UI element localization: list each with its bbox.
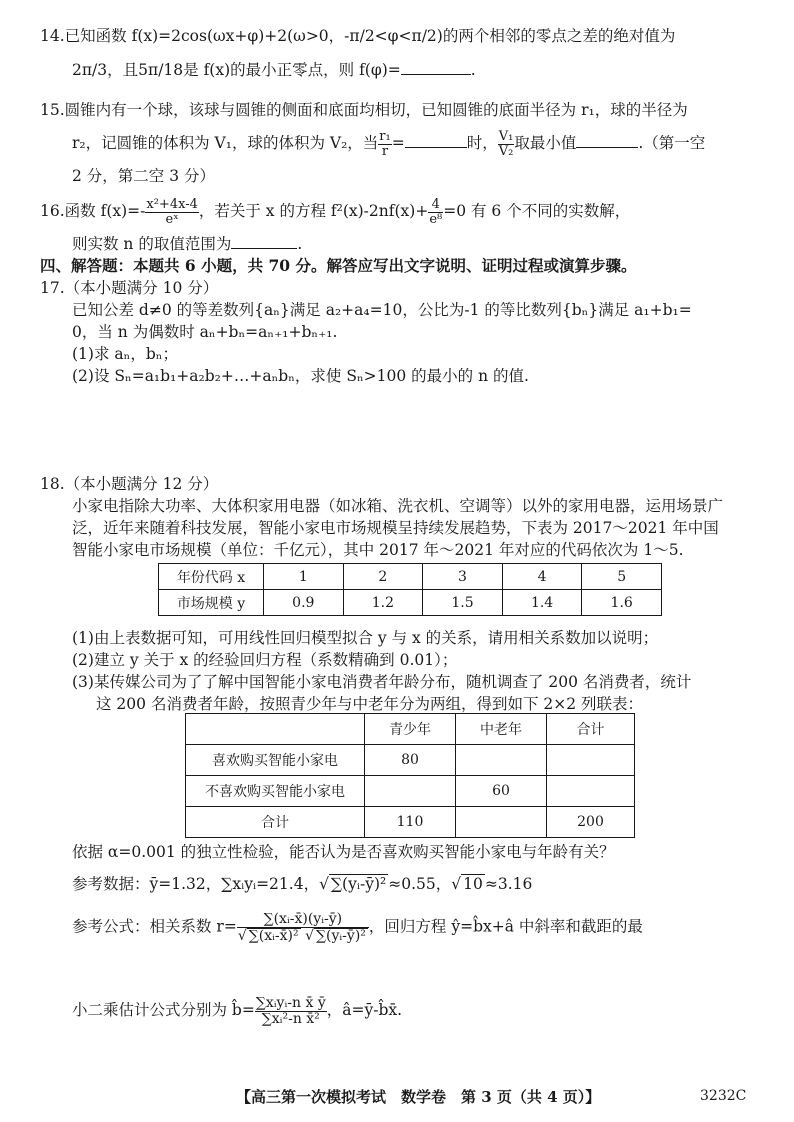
q18-part1: (1)由上表数据可知，可用线性回归模型拟合 y 与 x 的关系，请用相关系数加以说明； — [72, 629, 659, 647]
q17-part1: (1)求 aₙ，bₙ； — [72, 345, 178, 363]
q18-part2: (2)建立 y 关于 x 的经验回归方程（系数精确到 0.01）； — [72, 651, 458, 669]
table-cell — [547, 776, 635, 807]
table-cell: 青少年 — [365, 714, 456, 745]
section-4-title: 四、解答题：本题共 6 小题，共 70 分。解答应写出文字说明、证明过程或演算步骤。 — [40, 256, 637, 275]
q14-frac: 5π/18 — [138, 61, 184, 79]
table-cell: 中老年 — [456, 714, 547, 745]
q18-part3b: 这 200 名消费者年龄，按照青少年与中老年分为两组，得到如下 2×2 列联表： — [96, 695, 644, 713]
table-cell: 4 — [502, 564, 582, 590]
table-cell — [365, 776, 456, 807]
table-cell: 1 — [264, 564, 344, 590]
q15-line2: r₂，记圆锥的体积为 V₁，球的体积为 V₂，当 $\frac{\text{r₁}}{r}$ = 时， $\frac{\text{V₁}}{\text{V₂}}$ 取最小值 .（第一空 — [72, 129, 706, 159]
table-cell: 不喜欢购买智能小家电 — [186, 776, 365, 807]
q15-blank2[interactable] — [576, 146, 638, 148]
table-cell: 合计 — [547, 714, 635, 745]
q16-line1: 16.函数 f(x)=- $\frac{\text{x²+4x-4}}{\text{eˣ}}$ ，若关于 x 的方程 f²(x)-2nf(x)+ $\frac{4}{\text{e⁸}}$ =0 有 6 个不同的实数解， — [40, 197, 631, 227]
q18-line3: 智能小家电市场规模（单位：千亿元），其中 2017 年～2021 年对应的代码依次为 1～5. — [72, 541, 684, 559]
q16-line2: 则实数 n 的取值范围为 . — [72, 235, 303, 253]
table-cell — [456, 745, 547, 776]
q15-frac-r: $\frac{\text{r₁}}{r}$ — [379, 129, 391, 159]
q18-line1: 小家电指除大功率、大体积家用电器（如冰箱、洗衣机、空调等）以外的家用电器，运用场景广 — [72, 497, 724, 515]
paper-code: 3232C — [700, 1088, 747, 1104]
table-cell — [456, 807, 547, 838]
table-cell: 1.5 — [423, 590, 503, 616]
q16-frac-c: $\frac{4}{\text{e⁸}}$ — [429, 197, 443, 227]
q15-frac-v: $\frac{\text{V₁}}{\text{V₂}}$ — [498, 129, 514, 159]
q18-part3a: (3)某传媒公司为了了解中国智能小家电消费者年龄分布，随机调查了 200 名消费者，统计 — [72, 673, 692, 691]
q14-line1: 14.已知函数 f(x)=2cos(ωx+φ)+2(ω>0，-π/2<φ<π/2)的两个相邻的零点之差的绝对值为 — [40, 27, 676, 45]
table-cell: 合计 — [186, 807, 365, 838]
table-row — [186, 745, 635, 776]
table-cell: 0.9 — [264, 590, 344, 616]
table-cell: 喜欢购买智能小家电 — [186, 745, 365, 776]
table-cell: 110 — [365, 807, 456, 838]
q18-ref-data: 参考数据：ȳ=1.32，∑xᵢyᵢ=21.4，√ ∑(yᵢ-ȳ)² ≈0.55，√ 10 ≈3.16 — [72, 875, 533, 893]
table-row — [159, 590, 662, 616]
page-footer: 【高三第一次模拟考试 数学卷 第 3 页（共 4 页）】 — [236, 1088, 601, 1106]
table-row — [186, 776, 635, 807]
table-row — [186, 714, 635, 745]
table-cell — [547, 745, 635, 776]
contingency-table — [185, 713, 635, 838]
table-cell: 3 — [423, 564, 503, 590]
market-size-table — [158, 563, 662, 616]
table-cell: 市场规模 y — [159, 590, 264, 616]
table-cell: 5 — [582, 564, 662, 590]
q15-line3: 2 分，第二空 3 分） — [72, 167, 216, 185]
table-cell: 1.2 — [343, 590, 423, 616]
q18-formula-b: 小二乘估计公式分别为 b̂= $\frac{\text{∑xᵢyᵢ-n x̄ ȳ}}{\text{∑xᵢ²-n x̄²}}$ ，â=ȳ-b̂x̄. — [72, 995, 403, 1027]
q16-blank[interactable] — [231, 247, 297, 249]
q18-test: 依据 α=0.001 的独立性检验，能否认为是否喜欢购买智能小家电与年龄有关？ — [72, 843, 615, 861]
table-cell: 80 — [365, 745, 456, 776]
q18-line2: 泛，近年来随着科技发展，智能小家电市场规模呈持续发展趋势，下表为 2017～2021 年中国 — [72, 519, 719, 537]
q17-line2: 0，当 n 为偶数时 aₙ+bₙ=aₙ₊₁+bₙ₊₁. — [72, 323, 338, 341]
q17-line1: 已知公差 d≠0 的等差数列{aₙ}满足 a₂+a₄=10，公比为-1 的等比数列{bₙ}满足 a₁+b₁= — [72, 301, 692, 319]
q15-blank1[interactable] — [405, 146, 467, 148]
table-cell: 2 — [343, 564, 423, 590]
table-row — [186, 807, 635, 838]
table-cell — [186, 714, 365, 745]
q17-header: 17.（本小题满分 10 分） — [40, 279, 219, 297]
q14-line2: 2π/3，且5π/18是 f(x)的最小正零点，则 f(φ)= . — [72, 61, 476, 79]
table-cell: 60 — [456, 776, 547, 807]
table-cell: 1.6 — [582, 590, 662, 616]
table-cell: 年份代码 x — [159, 564, 264, 590]
q14-blank[interactable] — [401, 73, 471, 75]
correlation-formula: $\frac{\text{∑(xᵢ-x̄)(yᵢ-ȳ)}}{\text{√ ∑(xᵢ-x̄)² √ ∑(yᵢ-ȳ)²}}$ — [237, 912, 369, 943]
q18-formula-r: 参考公式：相关系数 r= $\frac{\text{∑(xᵢ-x̄)(yᵢ-ȳ)}}{\text{√ ∑(xᵢ-x̄)² √ ∑(yᵢ-ȳ)²}}$ ，回归方程 ŷ=b̂x+â 中斜率和截距的最 — [72, 911, 643, 944]
q16-frac-f: $\frac{\text{x²+4x-4}}{\text{eˣ}}$ — [146, 197, 198, 227]
table-cell: 1.4 — [502, 590, 582, 616]
table-row — [159, 564, 662, 590]
table-cell: 200 — [547, 807, 635, 838]
q17-part2: (2)设 Sₙ=a₁b₁+a₂b₂+…+aₙbₙ，求使 Sₙ>100 的最小的 n 的值. — [72, 367, 529, 385]
q15-line1: 15.圆锥内有一个球，该球与圆锥的侧面和底面均相切，已知圆锥的底面半径为 r₁，球的半径为 — [40, 101, 688, 119]
slope-formula: $\frac{\text{∑xᵢyᵢ-n x̄ ȳ}}{\text{∑xᵢ²-n x̄²}}$ — [255, 995, 326, 1027]
q18-header: 18.（本小题满分 12 分） — [40, 475, 219, 493]
